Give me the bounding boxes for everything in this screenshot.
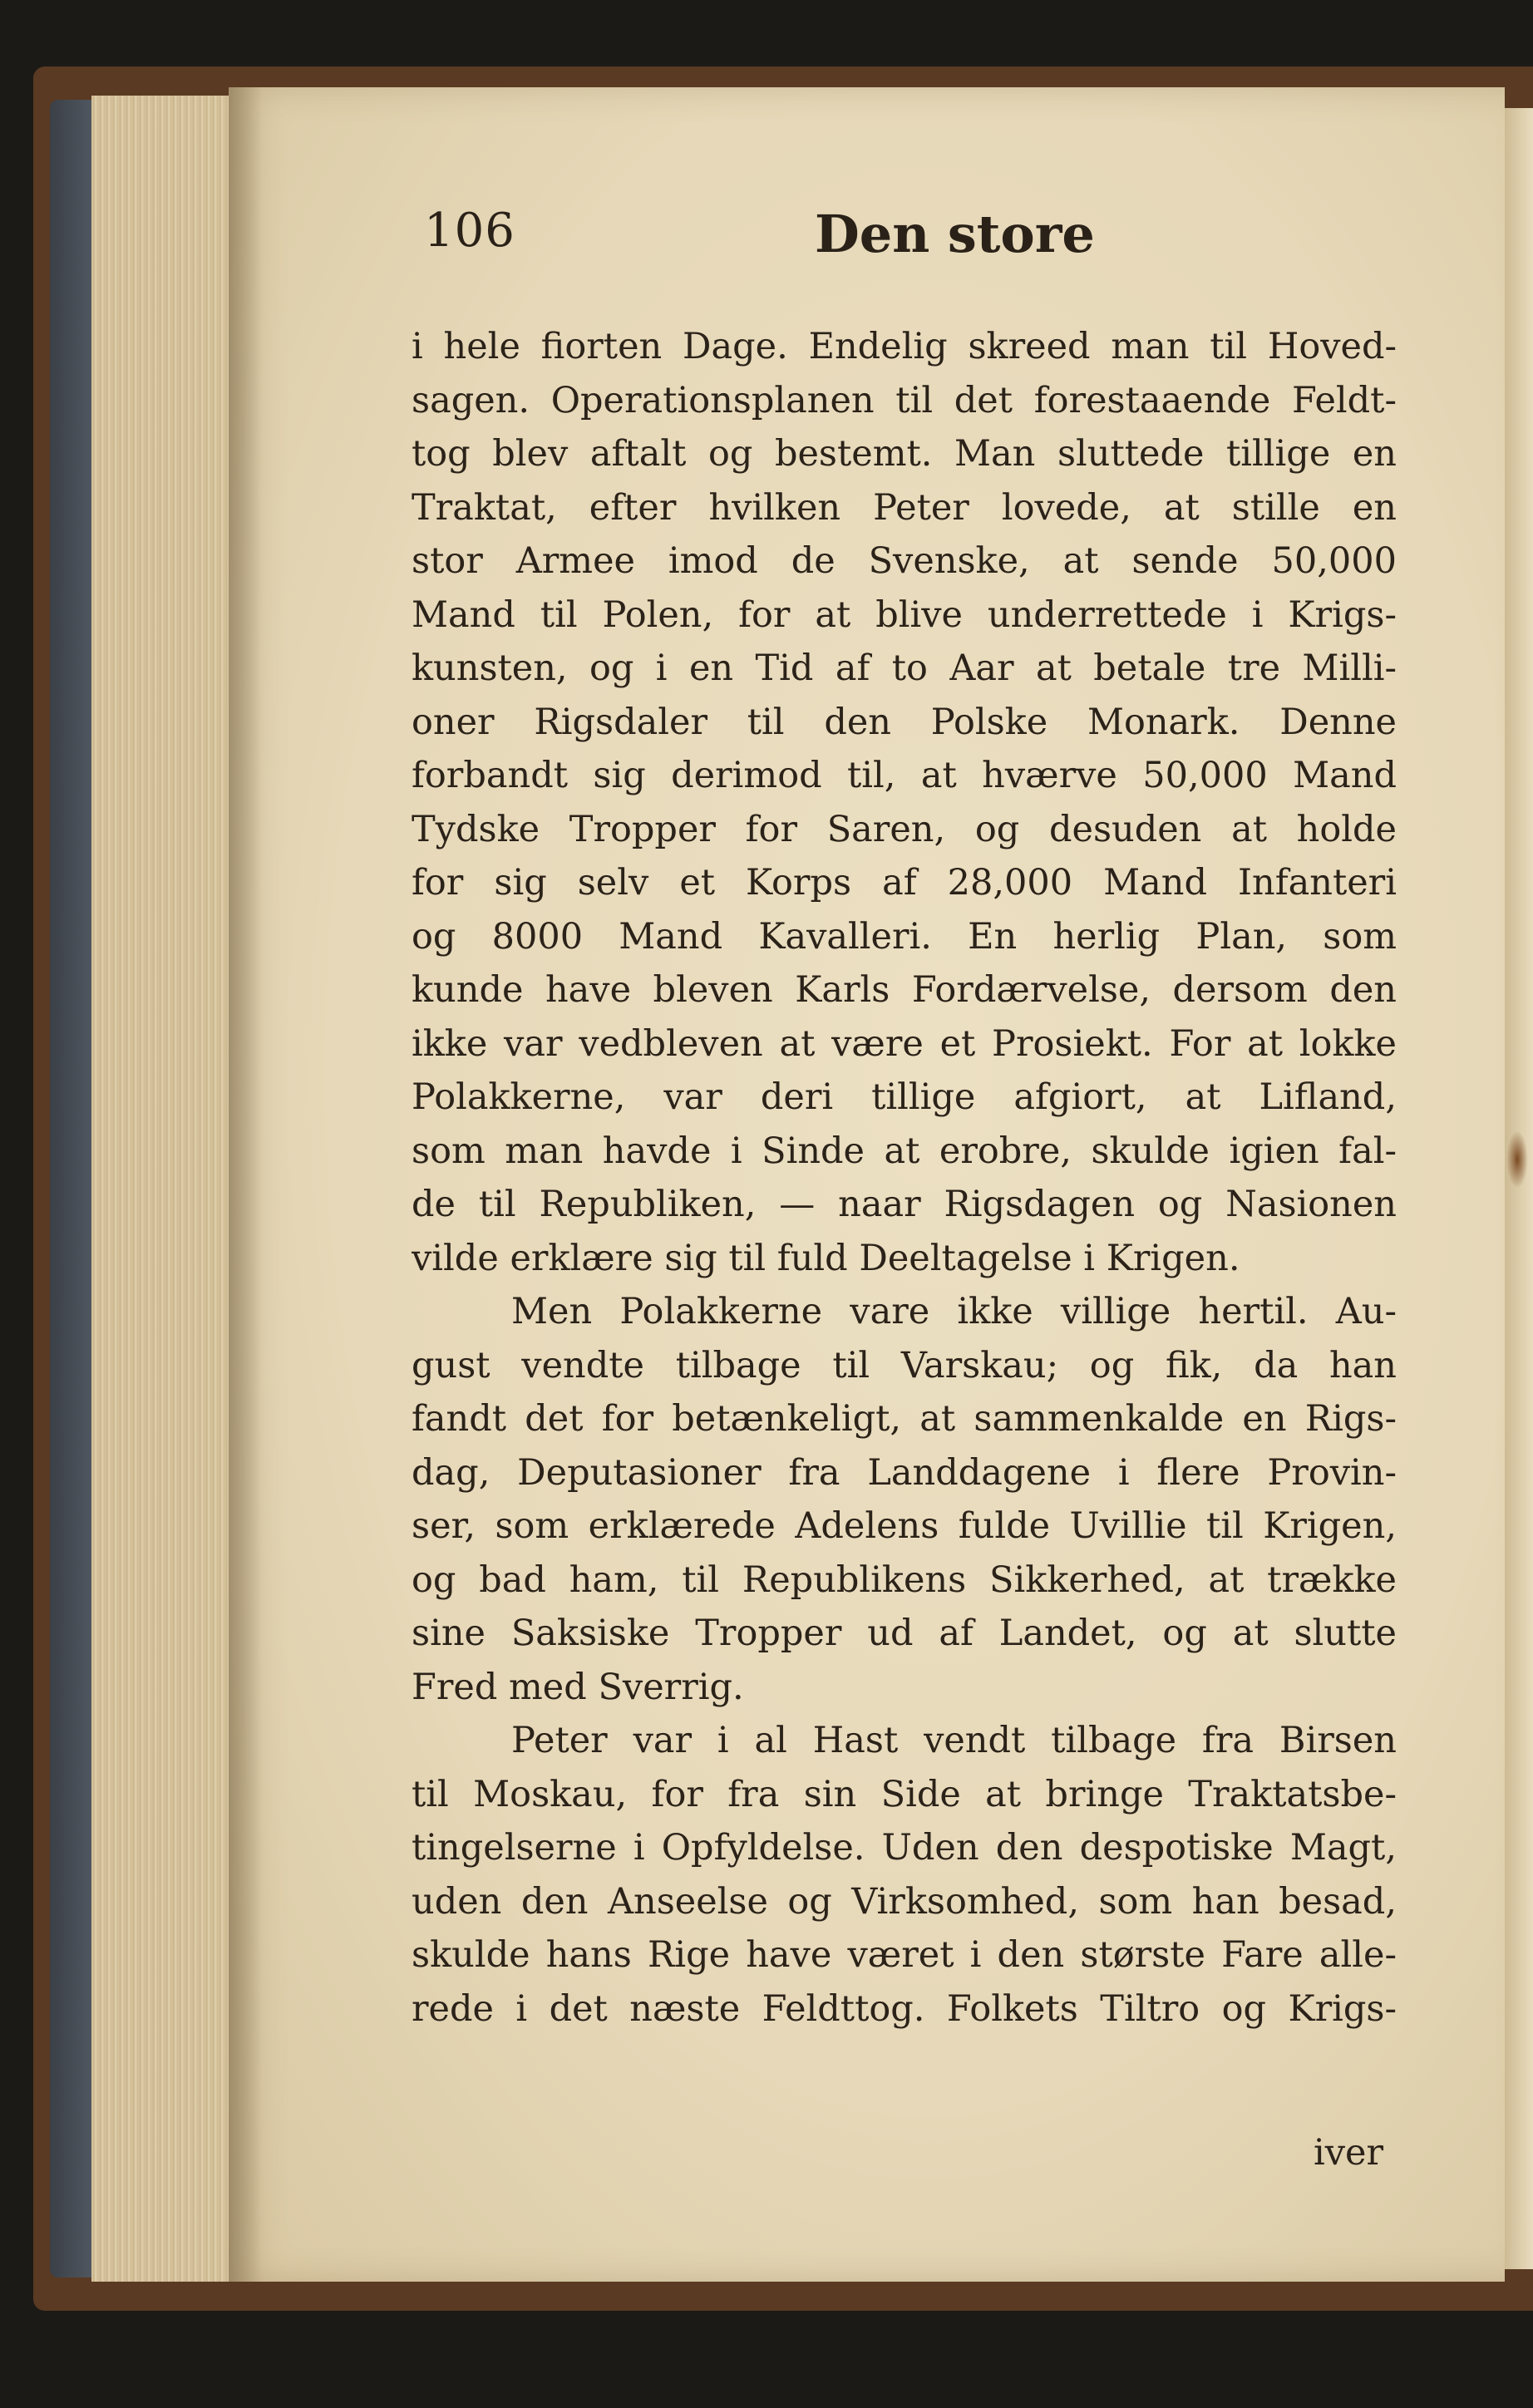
text-line: Polakkerne, var deri tillige afgiort, at Lifland,	[412, 1076, 1397, 1118]
text-line: og bad ham, til Republikens Sikkerhed, at trække	[412, 1559, 1397, 1601]
text-line: forbandt sig derimod til, at hværve 50,000 Mand	[412, 755, 1397, 796]
text-line: kunsten, og i en Tid af to Aar at betale tre Milli-	[412, 648, 1397, 689]
text-line: i hele fiorten Dage. Endelig skreed man til Hoved-	[412, 326, 1397, 367]
text-line: som man havde i Sinde at erobre, skulde igien fal-	[412, 1130, 1397, 1172]
text-line: tingelserne i Opfyldelse. Uden den despotiske Magt,	[412, 1827, 1397, 1869]
page-header	[424, 204, 1397, 270]
text-line: stor Armee imod de Svenske, at sende 50,000	[412, 540, 1397, 582]
text-line: Peter var i al Hast vendt tilbage fra Birsen	[511, 1720, 1397, 1761]
text-line: for sig selv et Korps af 28,000 Mand Infanteri	[412, 862, 1397, 904]
text-line: skulde hans Rige have været i den største Fare alle-	[412, 1934, 1397, 1976]
text-line: fandt det for betænkeligt, at sammenkalde en Rigs-	[412, 1398, 1397, 1440]
page-edges	[91, 96, 233, 2282]
text-line: sine Saksiske Tropper ud af Landet, og at slutte	[412, 1613, 1397, 1654]
text-line: Men Polakkerne vare ikke villige hertil. Au-	[511, 1291, 1397, 1332]
catchword: iver	[1314, 2132, 1384, 2174]
text-line: til Moskau, for fra sin Side at bringe Traktatsbe-	[412, 1773, 1397, 1815]
text-line: oner Rigsdaler til den Polske Monark. Denne	[412, 701, 1397, 743]
text-line: og 8000 Mand Kavalleri. En herlig Plan, som	[412, 915, 1397, 958]
text-line: ikke var vedbleven at være et Prosiekt. For at lokke	[412, 1022, 1397, 1065]
text-line: sagen. Operationsplanen til det forestaaende Feldt-	[412, 379, 1397, 421]
text-line: Tydske Tropper for Saren, og desuden at holde	[412, 808, 1397, 850]
text-line: uden den Anseelse og Virksomhed, som han besad,	[412, 1880, 1397, 1923]
text-line: kunde have bleven Karls Fordærvelse, dersom den	[412, 969, 1397, 1011]
text-line: Traktat, efter hvilken Peter lovede, at stille en	[412, 486, 1397, 529]
gutter-shadow	[229, 87, 262, 2282]
text-line: vilde erklære sig til fuld Deeltagelse i Krigen.	[412, 1237, 1240, 1279]
facing-page-edge	[1505, 108, 1533, 2269]
text-line: Mand til Polen, for at blive underrettede i Krigs-	[412, 593, 1397, 636]
text-line: rede i det næste Feldttog. Folkets Tiltro og Krigs-	[412, 1987, 1397, 2030]
text-line: de til Republiken, — naar Rigsdagen og Nasionen	[412, 1184, 1397, 1225]
page-number: 106	[424, 204, 515, 258]
text-line: gust vendte tilbage til Varskau; og fik, da han	[412, 1344, 1397, 1386]
text-line: dag, Deputasioner fra Landdagene i flere Provin-	[412, 1451, 1397, 1494]
body-text	[412, 320, 1397, 2036]
text-line: Fred med Sverrig.	[412, 1666, 744, 1708]
text-line: tog blev aftalt og bestemt. Man sluttede tillige en	[412, 433, 1397, 475]
text-line: ser, som erklærede Adelens fulde Uvillie til Krigen,	[412, 1505, 1397, 1547]
page-stain	[1506, 1130, 1528, 1189]
running-head: Den store	[815, 204, 1095, 264]
